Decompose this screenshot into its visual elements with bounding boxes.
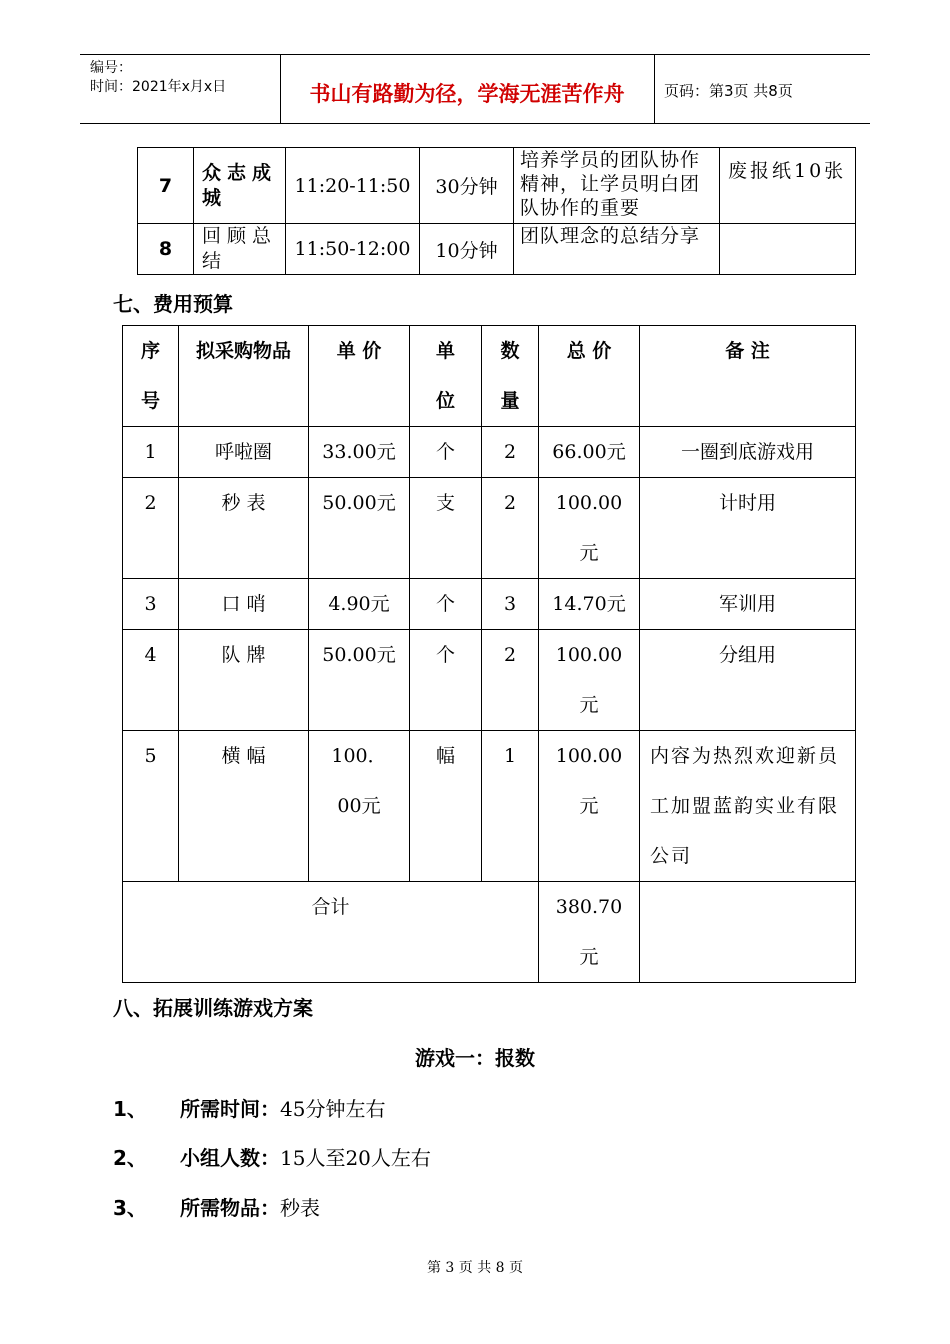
cell-qty: 2 (482, 478, 539, 579)
list-item (113, 1142, 431, 1171)
cell-total: 66.00元 (539, 427, 640, 478)
cell-total: 100.00元 (539, 630, 640, 731)
header-seq: 序号 (123, 326, 179, 427)
cell-item: 口 哨 (179, 579, 309, 630)
cell-seq: 1 (123, 427, 179, 478)
table-row (123, 427, 856, 478)
page-header (80, 54, 870, 124)
cell-note: 内容为热烈欢迎新员工加盟蓝韵实业有限公司 (640, 731, 856, 882)
section-heading: 八、拓展训练游戏方案 (113, 996, 313, 1020)
cell-item: 队 牌 (179, 630, 309, 731)
cell-seq: 4 (123, 630, 179, 731)
table-sum-row (123, 882, 856, 983)
cell-item: 呼啦圈 (179, 427, 309, 478)
game-title: 游戏一：报数 (415, 1046, 535, 1070)
cell-item: 秒 表 (179, 478, 309, 579)
cell-total: 100.00元 (539, 478, 640, 579)
cell-qty: 2 (482, 630, 539, 731)
header-note: 备 注 (640, 326, 856, 427)
cell-note: 计时用 (640, 478, 856, 579)
table-header-row (123, 326, 856, 427)
sum-total: 380.70元 (539, 882, 640, 983)
schedule-duration: 30分钟 (420, 148, 514, 224)
cell-note: 分组用 (640, 630, 856, 731)
schedule-duration: 10分钟 (420, 224, 514, 275)
header-total: 总 价 (539, 326, 640, 427)
header-divider (654, 55, 655, 123)
cell-qty: 2 (482, 427, 539, 478)
header-page-label: 页码：第3页 共8页 (664, 82, 793, 100)
cell-price: 50.00元 (309, 478, 410, 579)
time-label: 时间：2021年x月x日 (90, 79, 227, 95)
item-number: 2、 (113, 1146, 147, 1170)
list-item (113, 1192, 320, 1221)
cell-unit: 幅 (410, 731, 482, 882)
cell-unit: 个 (410, 579, 482, 630)
cell-price: 50.00元 (309, 630, 410, 731)
cell-unit: 支 (410, 478, 482, 579)
table-row (123, 731, 856, 882)
item-number: 1、 (113, 1097, 147, 1121)
sum-note (640, 882, 856, 983)
schedule-material (720, 224, 856, 275)
schedule-time: 11:20-11:50 (286, 148, 420, 224)
cell-item: 横 幅 (179, 731, 309, 882)
table-row (123, 478, 856, 579)
cell-total: 14.70元 (539, 579, 640, 630)
schedule-goal: 团队理念的总结分享 (514, 224, 720, 275)
cell-unit: 个 (410, 427, 482, 478)
list-item (113, 1093, 385, 1122)
item-number: 3、 (113, 1196, 147, 1220)
item-key: 所需物品： (180, 1196, 280, 1220)
header-qty: 数量 (482, 326, 539, 427)
schedule-table (137, 147, 856, 275)
section-heading: 七、费用预算 (113, 292, 233, 316)
schedule-name: 回顾总结 (194, 224, 286, 275)
header-meta (90, 59, 226, 97)
item-value: 45分钟左右 (280, 1097, 386, 1121)
schedule-time: 11:50-12:00 (286, 224, 420, 275)
header-divider (280, 55, 281, 123)
cell-price: 4.90元 (309, 579, 410, 630)
item-key: 所需时间： (180, 1097, 280, 1121)
cell-unit: 个 (410, 630, 482, 731)
cell-seq: 3 (123, 579, 179, 630)
budget-table (122, 325, 856, 983)
item-value: 秒表 (280, 1196, 320, 1220)
table-row (123, 579, 856, 630)
schedule-name: 众志成城 (194, 148, 286, 224)
header-motto: 书山有路勤为径，学海无涯苦作舟 (309, 82, 625, 106)
table-row (123, 630, 856, 731)
number-label: 编号： (90, 60, 132, 76)
schedule-material: 废报纸10张 (720, 148, 856, 224)
header-item: 拟采购物品 (179, 326, 309, 427)
cell-note: 军训用 (640, 579, 856, 630)
header-unit: 单位 (410, 326, 482, 427)
page-footer: 第 3 页 共 8 页 (426, 1260, 524, 1276)
sum-label: 合计 (123, 882, 539, 983)
cell-seq: 5 (123, 731, 179, 882)
schedule-num: 7 (138, 148, 194, 224)
cell-qty: 3 (482, 579, 539, 630)
cell-price: 100．00元 (309, 731, 410, 882)
schedule-goal: 培养学员的团队协作精神，让学员明白团队协作的重要 (514, 148, 720, 224)
item-value: 15人至20人左右 (280, 1146, 431, 1170)
cell-seq: 2 (123, 478, 179, 579)
cell-total: 100.00元 (539, 731, 640, 882)
cell-note: 一圈到底游戏用 (640, 427, 856, 478)
item-key: 小组人数： (180, 1146, 280, 1170)
table-row (138, 224, 856, 275)
header-price: 单 价 (309, 326, 410, 427)
table-row (138, 148, 856, 224)
cell-qty: 1 (482, 731, 539, 882)
schedule-num: 8 (138, 224, 194, 275)
cell-price: 33.00元 (309, 427, 410, 478)
